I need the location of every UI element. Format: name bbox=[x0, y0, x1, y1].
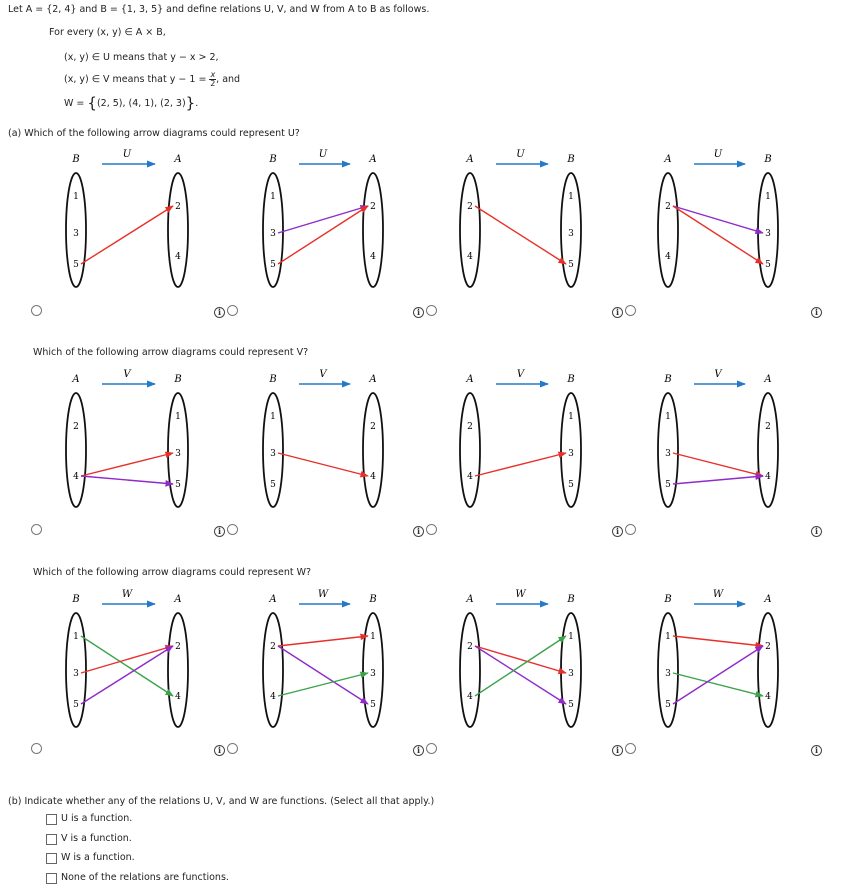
mapping-arrow bbox=[81, 646, 173, 673]
left-set-label: A bbox=[466, 374, 474, 385]
mapping-arrow bbox=[475, 646, 566, 704]
right-set-label: B bbox=[567, 594, 575, 605]
left-set-label: B bbox=[269, 154, 277, 165]
left-set-ellipse bbox=[263, 613, 283, 727]
left-set-label: A bbox=[466, 594, 474, 605]
mapping-arrow bbox=[81, 206, 173, 264]
v-option-2-radio[interactable] bbox=[227, 524, 238, 535]
left-element: 4 bbox=[270, 692, 276, 702]
question-functions: (b) Indicate whether any of the relations U, V, and W are functions. (Select all that apply.) bbox=[8, 796, 435, 807]
left-element: 2 bbox=[73, 422, 79, 432]
label-w-function: W is a function. bbox=[61, 852, 135, 863]
left-set-ellipse bbox=[66, 393, 86, 507]
left-element: 5 bbox=[665, 480, 671, 490]
right-set-ellipse bbox=[363, 173, 383, 287]
mapping-arrow bbox=[475, 646, 566, 673]
left-element: 4 bbox=[467, 472, 473, 482]
question-w: Which of the following arrow diagrams could represent W? bbox=[33, 567, 312, 578]
right-element: 1 bbox=[568, 412, 574, 422]
mapping-arrow bbox=[278, 636, 368, 646]
right-set-label: B bbox=[174, 374, 182, 385]
right-element: 2 bbox=[765, 642, 771, 652]
mapping-arrow bbox=[81, 476, 173, 484]
left-element: 1 bbox=[665, 412, 671, 422]
info-icon[interactable]: i bbox=[612, 307, 623, 318]
w-definition-end: . bbox=[195, 98, 199, 109]
mapping-arrow bbox=[475, 206, 566, 264]
left-element: 2 bbox=[467, 642, 473, 652]
left-set-ellipse bbox=[460, 393, 480, 507]
left-element: 2 bbox=[467, 422, 473, 432]
left-element: 1 bbox=[665, 632, 671, 642]
info-icon[interactable]: i bbox=[612, 526, 623, 537]
mapping-arrow bbox=[673, 476, 763, 484]
right-element: 2 bbox=[370, 202, 376, 212]
mapping-arrow bbox=[278, 206, 368, 264]
right-element: 2 bbox=[765, 422, 771, 432]
checkbox-none-functions[interactable] bbox=[46, 873, 57, 884]
left-element: 3 bbox=[665, 669, 671, 679]
left-set-label: B bbox=[269, 374, 277, 385]
info-icon[interactable]: i bbox=[413, 307, 424, 318]
mapping-arrow bbox=[278, 646, 368, 704]
mapping-arrow bbox=[475, 453, 566, 476]
relation-label: W bbox=[515, 589, 526, 600]
problem-statement: Let A = {2, 4} and B = {1, 3, 5} and define relations U, V, and W from A to B as follows. bbox=[8, 4, 430, 15]
relation-label: V bbox=[516, 369, 525, 380]
left-set-label: A bbox=[72, 374, 80, 385]
right-element: 5 bbox=[370, 700, 376, 710]
w-set: (2, 5), (4, 1), (2, 3) bbox=[96, 98, 186, 109]
left-set-ellipse bbox=[460, 173, 480, 287]
right-element: 4 bbox=[765, 692, 771, 702]
mapping-arrow bbox=[673, 453, 763, 476]
left-element: 5 bbox=[665, 700, 671, 710]
v-option-1-radio[interactable] bbox=[31, 524, 42, 535]
left-set-label: A bbox=[466, 154, 474, 165]
relation-label: W bbox=[712, 589, 724, 600]
left-element: 1 bbox=[270, 192, 276, 202]
right-set-label: A bbox=[369, 154, 377, 165]
info-icon[interactable]: i bbox=[811, 745, 822, 756]
left-set-label: B bbox=[72, 154, 80, 165]
mapping-arrow bbox=[278, 673, 368, 696]
relation-label: W bbox=[121, 589, 133, 600]
right-element: 2 bbox=[175, 202, 181, 212]
info-icon[interactable]: i bbox=[811, 307, 822, 318]
mapping-arrow bbox=[475, 636, 566, 696]
u-option-3-radio[interactable] bbox=[426, 305, 437, 316]
right-element: 1 bbox=[568, 192, 574, 202]
mapping-arrow bbox=[673, 673, 763, 696]
mapping-arrow bbox=[673, 206, 763, 264]
mapping-arrow bbox=[278, 453, 368, 476]
right-element: 3 bbox=[765, 229, 771, 239]
right-element: 5 bbox=[175, 480, 181, 490]
right-element: 5 bbox=[568, 260, 574, 270]
relation-label: V bbox=[714, 369, 722, 380]
left-element: 5 bbox=[270, 260, 276, 270]
right-element: 3 bbox=[568, 229, 574, 239]
left-element: 2 bbox=[467, 202, 473, 212]
mapping-arrow bbox=[673, 636, 763, 646]
left-element: 5 bbox=[270, 480, 276, 490]
left-element: 3 bbox=[73, 229, 79, 239]
left-element: 2 bbox=[270, 642, 276, 652]
right-element: 4 bbox=[370, 252, 376, 262]
info-icon[interactable]: i bbox=[214, 526, 225, 537]
v-diagram-2 bbox=[263, 369, 383, 507]
right-set-label: B bbox=[369, 594, 377, 605]
info-icon[interactable]: i bbox=[413, 745, 424, 756]
left-element: 2 bbox=[665, 202, 671, 212]
right-set-ellipse bbox=[758, 393, 778, 507]
right-element: 4 bbox=[175, 252, 181, 262]
u-diagram-1 bbox=[66, 149, 188, 287]
w-option-3-radio[interactable] bbox=[426, 743, 437, 754]
u-option-1-radio[interactable] bbox=[31, 305, 42, 316]
relation-label: U bbox=[318, 149, 328, 160]
mapping-arrow bbox=[81, 453, 173, 476]
info-icon[interactable]: i bbox=[214, 307, 225, 318]
right-element: 3 bbox=[175, 449, 181, 459]
right-set-label: A bbox=[764, 594, 772, 605]
u-diagram-4 bbox=[658, 149, 778, 287]
v-diagram-1 bbox=[66, 369, 188, 507]
right-set-label: B bbox=[764, 154, 772, 165]
right-element: 4 bbox=[765, 472, 771, 482]
v-definition-start: (x, y) ∈ V means that y − 1 = bbox=[64, 74, 207, 85]
left-element: 4 bbox=[467, 252, 473, 262]
relation-label: W bbox=[317, 589, 329, 600]
right-set-label: B bbox=[567, 374, 575, 385]
v-option-3-radio[interactable] bbox=[426, 524, 437, 535]
checkbox-u-function[interactable] bbox=[46, 814, 57, 825]
left-element: 4 bbox=[73, 472, 79, 482]
left-set-label: B bbox=[664, 594, 672, 605]
for-every-line: For every (x, y) ∈ A × B, bbox=[49, 27, 166, 38]
v-diagram-4 bbox=[658, 369, 778, 507]
right-set-ellipse bbox=[168, 613, 188, 727]
w-left-brace: { bbox=[87, 94, 97, 112]
right-element: 5 bbox=[568, 700, 574, 710]
left-element: 3 bbox=[73, 669, 79, 679]
right-set-label: A bbox=[174, 594, 182, 605]
left-element: 4 bbox=[467, 692, 473, 702]
checkbox-w-function[interactable] bbox=[46, 853, 57, 864]
left-element: 3 bbox=[665, 449, 671, 459]
w-diagram-4 bbox=[658, 589, 778, 727]
info-icon[interactable]: i bbox=[612, 745, 623, 756]
checkbox-v-function[interactable] bbox=[46, 834, 57, 845]
left-set-label: B bbox=[664, 374, 672, 385]
left-set-label: B bbox=[72, 594, 80, 605]
u-option-2-radio[interactable] bbox=[227, 305, 238, 316]
left-element: 5 bbox=[73, 260, 79, 270]
mapping-arrow bbox=[673, 206, 763, 233]
right-element: 5 bbox=[765, 260, 771, 270]
right-element: 3 bbox=[568, 449, 574, 459]
u-diagram-3 bbox=[460, 149, 581, 287]
mapping-arrow bbox=[673, 646, 763, 704]
right-element: 1 bbox=[370, 632, 376, 642]
relation-label: V bbox=[123, 369, 131, 380]
right-set-label: A bbox=[369, 374, 377, 385]
info-icon[interactable]: i bbox=[811, 526, 822, 537]
relation-label: U bbox=[713, 149, 723, 160]
w-option-1-radio[interactable] bbox=[31, 743, 42, 754]
label-none-functions: None of the relations are functions. bbox=[61, 872, 229, 883]
u-definition: (x, y) ∈ U means that y − x > 2, bbox=[64, 52, 219, 63]
relation-label: U bbox=[516, 149, 525, 160]
right-element: 4 bbox=[370, 472, 376, 482]
mapping-arrow bbox=[81, 636, 173, 696]
diagram-layer bbox=[66, 149, 778, 727]
relation-label: U bbox=[122, 149, 132, 160]
left-element: 3 bbox=[270, 229, 276, 239]
right-set-label: B bbox=[567, 154, 575, 165]
left-element: 5 bbox=[73, 700, 79, 710]
u-diagram-2 bbox=[263, 149, 383, 287]
w-diagram-2 bbox=[263, 589, 383, 727]
right-set-ellipse bbox=[758, 613, 778, 727]
right-element: 1 bbox=[765, 192, 771, 202]
right-set-ellipse bbox=[168, 173, 188, 287]
v-diagram-3 bbox=[460, 369, 581, 507]
right-element: 1 bbox=[175, 412, 181, 422]
label-u-function: U is a function. bbox=[61, 813, 133, 824]
right-element: 2 bbox=[175, 642, 181, 652]
w-diagram-3 bbox=[460, 589, 581, 727]
left-set-label: A bbox=[269, 594, 277, 605]
w-diagram-1 bbox=[66, 589, 188, 727]
w-right-brace: } bbox=[185, 94, 196, 112]
right-element: 4 bbox=[175, 692, 181, 702]
left-set-ellipse bbox=[460, 613, 480, 727]
v-option-4-radio[interactable] bbox=[625, 524, 636, 535]
v-fraction-den: 2 bbox=[210, 79, 216, 88]
mapping-arrow bbox=[278, 206, 368, 233]
right-element: 1 bbox=[568, 632, 574, 642]
left-element: 4 bbox=[665, 252, 671, 262]
left-element: 1 bbox=[73, 632, 79, 642]
w-option-4-radio[interactable] bbox=[625, 743, 636, 754]
mapping-arrow bbox=[81, 646, 173, 704]
question-v: Which of the following arrow diagrams could represent V? bbox=[33, 347, 309, 358]
question-u: (a) Which of the following arrow diagrams could represent U? bbox=[8, 128, 300, 139]
right-set-label: A bbox=[174, 154, 182, 165]
u-option-4-radio[interactable] bbox=[625, 305, 636, 316]
left-element: 1 bbox=[270, 412, 276, 422]
left-set-label: A bbox=[664, 154, 672, 165]
left-element: 3 bbox=[270, 449, 276, 459]
v-fraction-num: x bbox=[210, 70, 216, 79]
right-element: 2 bbox=[370, 422, 376, 432]
right-set-ellipse bbox=[363, 393, 383, 507]
label-v-function: V is a function. bbox=[61, 833, 132, 844]
w-definition-start: W = bbox=[64, 98, 85, 109]
info-icon[interactable]: i bbox=[214, 745, 225, 756]
right-element: 3 bbox=[568, 669, 574, 679]
left-set-ellipse bbox=[658, 173, 678, 287]
w-option-2-radio[interactable] bbox=[227, 743, 238, 754]
right-element: 3 bbox=[370, 669, 376, 679]
right-element: 5 bbox=[568, 480, 574, 490]
info-icon[interactable]: i bbox=[413, 526, 424, 537]
right-set-label: A bbox=[764, 374, 772, 385]
v-definition-end: , and bbox=[216, 74, 241, 85]
left-element: 1 bbox=[73, 192, 79, 202]
relation-label: V bbox=[319, 369, 327, 380]
